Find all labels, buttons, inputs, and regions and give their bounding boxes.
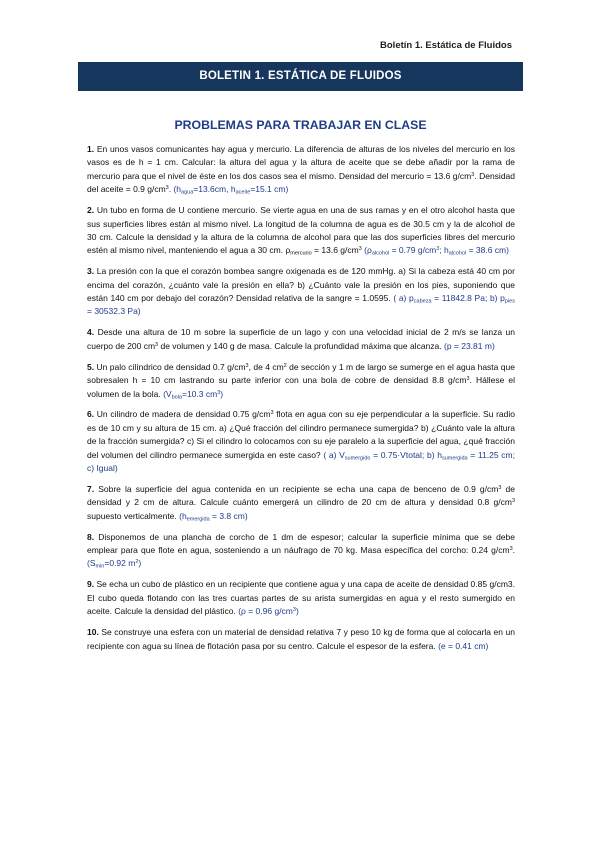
problem-text: Sobre la superficie del agua contenida en un recipiente se echa una capa de benceno de 0.9 g/cm bbox=[98, 483, 499, 494]
problem-8 bbox=[87, 531, 515, 571]
problem-number: 3. bbox=[87, 266, 95, 277]
problem-10 bbox=[87, 626, 515, 653]
superscript: 2 bbox=[283, 362, 287, 369]
problem-answer: (p = 23.81 m) bbox=[443, 340, 495, 351]
problem-text: Un tubo en forma de U contiene mercurio. Se vierte agua en una de sus ramas y en el otro alcohol hasta que sus superficies libres están al mismo nivel. La longitud de la columna de agua es de 30.5 cm y la de alcohol de 30 cm. Calcule la densidad y la altura de la columna de alcohol para que las dos superficies libres del mercurio estén al mismo nivel, manteniendo el agua a 30 cm. ρ bbox=[87, 205, 515, 256]
problem-number: 6. bbox=[87, 409, 95, 420]
problem-number: 10. bbox=[87, 627, 99, 638]
problem-list bbox=[87, 143, 515, 660]
problem-text: Un palo cilíndrico de densidad 0.7 g/cm bbox=[96, 361, 246, 372]
problem-answer: ($\rho_{alcohol} = 0.79$ $g/cm^3$; $h_{alcohol} = 38.6$ cm) bbox=[364, 245, 509, 257]
problem-text: Se echa un cubo de plástico en un recipiente que contiene agua y una capa de aceite de densidad 0.85 g/cm3. El cubo queda flotando con las tres cuartas partes de su arista sumergidas en agua y el resto sumergido en aceite. Calcule la densidad del plástico. bbox=[87, 579, 515, 617]
problem-9 bbox=[87, 578, 515, 618]
problem-1 bbox=[87, 143, 515, 197]
problem-text: En unos vasos comunicantes hay agua y mercurio. La diferencia de alturas de los niveles del mercurio en los vasos es de h = 1 cm. Calcular: la altura del agua y la altura de aceite que se debe añadir por la rama de mercurio para que el nivel de éste en los dos casos sea el mismo. Densidad del mercurio = 13.6 g/cm bbox=[87, 144, 515, 181]
problem-answer: (e = 0.41 cm) bbox=[438, 640, 489, 651]
problem-answer: ( a) $V_{sumergido}$ = 0.75·Vtotal; b) $h_{sumergida} = 11.25$ cm; c) Igual) bbox=[87, 449, 515, 474]
problem-4 bbox=[87, 326, 515, 353]
problem-6 bbox=[87, 408, 515, 475]
problem-number: 9. bbox=[87, 579, 95, 590]
problem-7 bbox=[87, 483, 515, 523]
superscript: 3 bbox=[509, 546, 513, 553]
problem-number: 1. bbox=[87, 144, 95, 154]
problem-text: Se construye una esfera con un material de densidad relativa 7 y peso 10 kg de forma que al colocarla en un recipiente con agua su línea de flotación pasa por su centro. Calcule el espesor de la esfera. bbox=[87, 627, 515, 651]
banner-title: BOLETIN 1. ESTÁTICA DE FLUIDOS bbox=[78, 62, 523, 91]
problem-text: de sección y 1 m de largo se sumerge en el agua hasta que sobresalen h = 10 cm lastrando su parte inferior con una bola de cobre de densidad 8.8 g/cm bbox=[87, 361, 515, 386]
problem-text: . Densidad del aceite = 0.9 g/cm bbox=[87, 170, 516, 195]
section-title: PROBLEMAS PARA TRABAJAR EN CLASE bbox=[174, 118, 427, 132]
problem-text: supuesto verticalmente. bbox=[87, 510, 180, 521]
problem-text: . bbox=[512, 545, 515, 556]
problem-text: . bbox=[168, 184, 174, 195]
problem-2 bbox=[87, 204, 515, 258]
problem-answer: (ρ = 0.96 $g/cm^3$) bbox=[238, 606, 299, 617]
superscript: 3 bbox=[471, 171, 475, 178]
problem-answer: ($V_{bola}=10.3$ $cm^3$) bbox=[163, 388, 224, 400]
problem-answer: ($S_{min}=0.92$ $m^2$) bbox=[87, 558, 142, 570]
problem-5 bbox=[87, 361, 515, 401]
problem-text: Disponemos de una plancha de corcho de 1 dm de espesor; calcular la superficie mínima que se debe emplear para que flote en agua, sosteniendo a un náufrago de 70 kg. Masa específica del corcho: 0.24 g/cm bbox=[87, 531, 515, 556]
problem-number: 8. bbox=[87, 531, 95, 542]
problem-number: 5. bbox=[87, 361, 95, 372]
problem-text: . Hállese el volumen de la bola. bbox=[87, 375, 515, 399]
superscript: 3 bbox=[498, 484, 502, 491]
subscript: mercurio bbox=[290, 250, 312, 257]
problem-number: 7. bbox=[87, 483, 95, 494]
problem-text: de densidad y 2 cm de altura. Calcule cuánto emergerá un cilindro de 20 cm de altura y densidad 0.8 g/cm bbox=[87, 483, 515, 508]
problem-number: 4. bbox=[87, 327, 95, 338]
superscript: 3 bbox=[270, 410, 274, 417]
problem-text: = 13.6 g/cm bbox=[311, 245, 359, 256]
superscript: 3 bbox=[245, 362, 249, 369]
problem-text: La presión con la que el corazón bombea sangre oxigenada es de 120 mmHg. a) Si la cabeza está 40 cm por encima del corazón, ¿cuánto vale la presión en ella? b) ¿Cuánto vale la presión en los pies, suponiendo que están 140 cm por debajo del corazón? Densidad relativa de la sangre = 1.0595. bbox=[87, 266, 515, 304]
problem-number: 2. bbox=[87, 205, 95, 216]
running-header: Boletín 1. Estática de Fluidos bbox=[380, 40, 512, 51]
superscript: 3 bbox=[511, 498, 515, 505]
problem-text: , de 4 cm bbox=[248, 361, 284, 372]
superscript: 3 bbox=[358, 246, 362, 253]
superscript: 3 bbox=[155, 341, 159, 348]
problem-answer: ($h_{agua}=13.6cm$, $h_{aceite}=15.1$ cm) bbox=[173, 184, 289, 196]
problem-answer: ( a) $p_{cabeza} = 11842.8$ Pa; b) $p_{pies} = 30532.3$ Pa) bbox=[87, 293, 515, 317]
superscript: 3 bbox=[466, 376, 470, 383]
problem-answer: ($h_{emergida} = 3.8$ cm) bbox=[179, 510, 248, 523]
superscript: 3 bbox=[165, 185, 169, 192]
problem-3 bbox=[87, 265, 515, 319]
problem-text: Un cilindro de madera de densidad 0.75 g/cm bbox=[96, 409, 271, 420]
problem-text: flota en agua con su eje perpendicular a la superficie. Su radio es de 10 cm y su altura de 15 cm. a) ¿Qué fracción del cilindro permanece sumergida? b) ¿Cuánto vale la altura de la fracción sumergida? c) Si el cilindro lo colocamos con su eje paralelo a la superficie del agua, ¿qué fracción del volumen del cilindro permanece sumergida en este caso? bbox=[87, 409, 515, 460]
problem-text: de volumen y 140 g de masa. Calcule la profundidad máxima que alcanza. bbox=[158, 340, 444, 351]
problem-text: Desde una altura de 10 m sobre la superficie de un lago y con una velocidad inicial de 2 m/s se lanza un cuerpo de 200 cm bbox=[87, 327, 515, 351]
